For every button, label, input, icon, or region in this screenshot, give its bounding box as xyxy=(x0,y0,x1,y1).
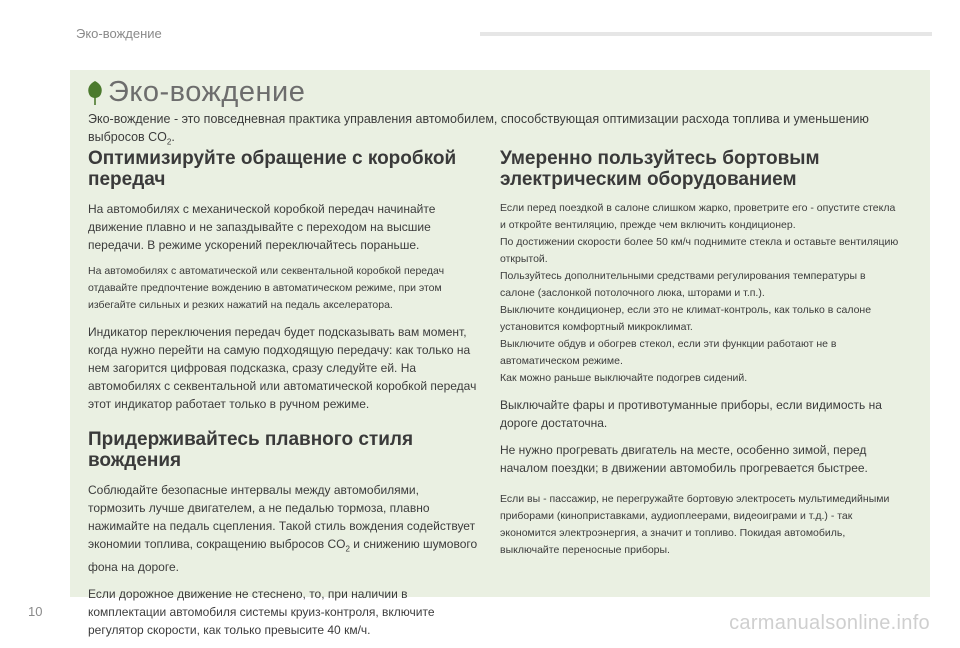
paragraph-cruise-control: Если дорожное движение не стеснено, то, при наличии в комплектации автомобиля системы круиз-контроля, включите регулятор скорости, как только превысите 40 км/ч. xyxy=(88,587,435,638)
watermark: carmanualsonline.info xyxy=(729,612,930,634)
leaf-icon xyxy=(86,80,104,106)
heading-smooth-driving: Придерживайтесь плавного стиля вождения xyxy=(88,429,414,471)
paragraph-passenger-devices: Если вы - пассажир, не перегружайте бортовую электросеть мультимедийными приборами (киноприставками, аудиоплеерами, видеоиграми и т.д.) - так экономится электроэнергия, а значит и топливо. Покидая автомобиль, выключайте переносные приборы. xyxy=(500,493,890,556)
paragraph-headlights: Выключайте фары и противотуманные приборы, если видимость на дороге достаточна. xyxy=(500,398,882,430)
page-title: Эко-вождение xyxy=(108,76,306,108)
heading-electrical-equipment: Умеренно пользуйтесь бортовым электрическим оборудованием xyxy=(500,148,820,190)
intro-text: Эко-вождение - это повседневная практика управления автомобилем, способствующая оптимизации расхода топлива и уменьшению выбросов $CO_2$. xyxy=(88,112,869,147)
paragraph-manual-gearbox: На автомобилях с механической коробкой передач начинайте движение плавно и не запаздывайте с переходом на высшие передачи. В режиме ускорений переключайтесь пораньше. xyxy=(88,202,436,252)
running-header: Эко-вождение xyxy=(76,26,162,41)
paragraph-safe-intervals: Соблюдайте безопасные интервалы между автомобилями, тормозить лучше двигателем, а не педалью тормоза, плавно нажимайте на педаль сцепления. Такой стиль вождения содействует экономии топлива, сокращению выбросов $CO_2$ и снижению шумового фона на дороге. xyxy=(88,483,478,575)
heading-gearbox: Оптимизируйте обращение с коробкой передач xyxy=(88,148,457,190)
paragraph-engine-warmup: Не нужно прогревать двигатель на месте, особенно зимой, перед началом поездки; в движении автомобиль прогревается быстрее. xyxy=(500,443,868,475)
paragraph-climate-tips: Если перед поездкой в салоне слишком жарко, проветрите его - опустите стекла и откройте вентиляцию, прежде чем включить кондиционер. По достижении скорости более 50 км/ч поднимите стекла и оставьте вентиляцию открытой. Пользуйтесь дополнительными средствами регулирования температуры в салоне (заслонкой потолочного люка, шторами и т.п.). Выключите кондиционер, если это не климат-контроль, как только в салоне установится комфортный микроклимат. Выключите обдув и обогрев стекол, если эти функции работают не в автоматическом режиме. Как можно раньше выключайте подогрев сидений. xyxy=(500,202,899,384)
page-number: 10 xyxy=(28,604,43,619)
paragraph-automatic-gearbox: На автомобилях с автоматической или секвентальной коробкой передач отдавайте предпочтение вождению в автоматическом режиме, при этом избегайте сильных и резких нажатий на педаль акселератора. xyxy=(88,265,445,311)
paragraph-gear-indicator: Индикатор переключения передач будет подсказывать вам момент, когда нужно перейти на самую подходящую передачу: как только на нем загорится цифровая подсказка, сразу следуйте ей. На автомобилях с секвентальной или автоматической коробкой передач этот индикатор работает только в ручном режиме. xyxy=(88,325,477,411)
header-rule xyxy=(480,32,932,36)
right-column xyxy=(500,148,900,568)
left-column xyxy=(88,148,478,648)
